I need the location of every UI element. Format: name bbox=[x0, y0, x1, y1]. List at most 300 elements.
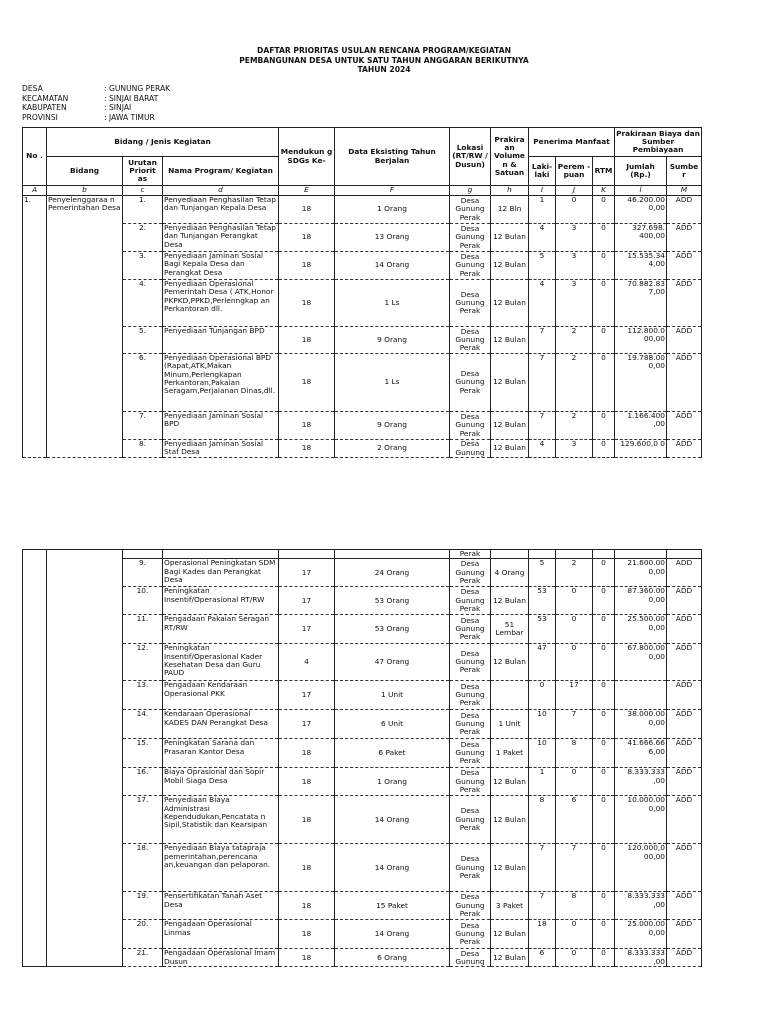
beneficiaries-female: 3 bbox=[556, 440, 593, 458]
location: Desa Gunung Perak bbox=[450, 354, 491, 412]
table-row bbox=[23, 739, 702, 768]
beneficiaries-rtm: 0 bbox=[593, 196, 615, 224]
program-table-page-2 bbox=[22, 549, 702, 967]
empty-cell bbox=[593, 550, 615, 559]
beneficiaries-male: 53 bbox=[529, 615, 556, 644]
existing-data: 15 Paket bbox=[335, 892, 450, 920]
program-name: Penyediaan Operasional BPD (Rapat,ATK,Makan Minum,Perlengkapan Perkantoran,Pakaian Seragam,Perjalanan Dinas,dll. bbox=[163, 354, 279, 412]
existing-data: 2 Orang bbox=[335, 440, 450, 458]
beneficiaries-male: 8 bbox=[529, 796, 556, 844]
existing-data: 9 Orang bbox=[335, 412, 450, 440]
existing-data: 24 Orang bbox=[335, 559, 450, 587]
volume: 12 Bulan bbox=[491, 920, 529, 949]
program-table-page-1 bbox=[22, 127, 702, 458]
cost-amount bbox=[615, 681, 667, 710]
beneficiaries-female: 0 bbox=[556, 587, 593, 615]
location-continued: Perak bbox=[450, 550, 491, 559]
meta-value: : GUNUNG PERAK bbox=[104, 84, 171, 93]
bidang-number-continued bbox=[23, 550, 47, 967]
program-name: Kendaraan Operasional KADES DAN Perangkat Desa bbox=[163, 710, 279, 739]
priority-number: 15. bbox=[123, 739, 163, 768]
empty-cell bbox=[163, 550, 279, 559]
beneficiaries-male: 53 bbox=[529, 587, 556, 615]
beneficiaries-male: 6 bbox=[529, 949, 556, 967]
location: Desa Gunung Perak bbox=[450, 327, 491, 354]
volume bbox=[491, 681, 529, 710]
sdgs-number: 17 bbox=[279, 587, 335, 615]
header-nama: Nama Program/ Kegiatan bbox=[163, 157, 279, 186]
cost-amount: 129.600,0 0 bbox=[615, 440, 667, 458]
beneficiaries-female: 0 bbox=[556, 615, 593, 644]
cost-amount: 67.800.00 0,00 bbox=[615, 644, 667, 681]
sdgs-number: 18 bbox=[279, 739, 335, 768]
volume: 12 Bulan bbox=[491, 412, 529, 440]
meta-label: DESA bbox=[22, 84, 43, 93]
volume: 1 Paket bbox=[491, 739, 529, 768]
beneficiaries-rtm: 0 bbox=[593, 644, 615, 681]
meta-row-desa bbox=[22, 84, 170, 94]
priority-number: 7. bbox=[123, 412, 163, 440]
program-name: Penyediaan Operasional Pemerintah Desa ( ATK,Honor PKPKD,PPKD,Perlenngkap an Perkantoran dll. bbox=[163, 280, 279, 327]
header-eksisting: Data Eksisting Tahun Berjalan bbox=[335, 128, 450, 186]
existing-data: 1 Orang bbox=[335, 196, 450, 224]
column-letter-row bbox=[23, 186, 702, 196]
volume: 12 Bulan bbox=[491, 949, 529, 967]
table-row bbox=[23, 440, 702, 458]
header-biaya: Prakiraan Biaya dan Sumber Pembiayaan bbox=[615, 128, 702, 157]
table-row bbox=[23, 644, 702, 681]
funding-source: ADD bbox=[667, 844, 702, 892]
location: Desa Gunung Perak bbox=[450, 920, 491, 949]
bidang-name: Penyelenggaraa n Pemerintahan Desa bbox=[47, 196, 123, 458]
program-name: Pensertifikatan Tanah Aset Desa bbox=[163, 892, 279, 920]
existing-data: 47 Orang bbox=[335, 644, 450, 681]
priority-number: 1. bbox=[123, 196, 163, 224]
document-title bbox=[0, 46, 768, 75]
volume: 4 Orang bbox=[491, 559, 529, 587]
location: Desa Gunung Perak bbox=[450, 768, 491, 796]
funding-source: ADD bbox=[667, 224, 702, 252]
beneficiaries-rtm: 0 bbox=[593, 796, 615, 844]
beneficiaries-female: 0 bbox=[556, 196, 593, 224]
header-urutan: Urutan Priorit as bbox=[123, 157, 163, 186]
location: Desa Gunung Perak bbox=[450, 796, 491, 844]
cost-amount: 25.500.00 0,00 bbox=[615, 615, 667, 644]
priority-number: 12. bbox=[123, 644, 163, 681]
cost-amount: 8.333.333 ,00 bbox=[615, 768, 667, 796]
cost-amount: 15.535.34 4,00 bbox=[615, 252, 667, 280]
volume: 3 Paket bbox=[491, 892, 529, 920]
meta-row-provinsi bbox=[22, 113, 170, 123]
priority-number: 21. bbox=[123, 949, 163, 967]
existing-data: 14 Orang bbox=[335, 920, 450, 949]
table-row bbox=[23, 681, 702, 710]
beneficiaries-female: 3 bbox=[556, 280, 593, 327]
sdgs-number: 18 bbox=[279, 354, 335, 412]
priority-number: 2. bbox=[123, 224, 163, 252]
table-row bbox=[23, 280, 702, 327]
existing-data: 1 Orang bbox=[335, 768, 450, 796]
cost-amount: 19.788.00 0,00 bbox=[615, 354, 667, 412]
beneficiaries-female: 8 bbox=[556, 892, 593, 920]
volume: 12 Bln bbox=[491, 196, 529, 224]
carry-over-row bbox=[23, 550, 702, 559]
sdgs-number: 17 bbox=[279, 559, 335, 587]
funding-source: ADD bbox=[667, 196, 702, 224]
beneficiaries-male: 7 bbox=[529, 354, 556, 412]
col-letter: b bbox=[47, 186, 123, 196]
location-info bbox=[22, 84, 170, 123]
header-penerima: Penerima Manfaat bbox=[529, 128, 615, 157]
sdgs-number: 18 bbox=[279, 920, 335, 949]
priority-number: 3. bbox=[123, 252, 163, 280]
priority-number: 10. bbox=[123, 587, 163, 615]
priority-number: 16. bbox=[123, 768, 163, 796]
location: Desa Gunung bbox=[450, 949, 491, 967]
header-no: No . bbox=[23, 128, 47, 186]
col-letter: l bbox=[615, 186, 667, 196]
title-line-3: TAHUN 2024 bbox=[357, 65, 411, 74]
location: Desa Gunung Perak bbox=[450, 644, 491, 681]
col-letter: A bbox=[23, 186, 47, 196]
title-line-1: DAFTAR PRIORITAS USULAN RENCANA PROGRAM/KEGIATAN bbox=[257, 46, 511, 55]
beneficiaries-rtm: 0 bbox=[593, 615, 615, 644]
location: Desa Gunung Perak bbox=[450, 710, 491, 739]
existing-data: 53 Orang bbox=[335, 615, 450, 644]
sdgs-number: 18 bbox=[279, 796, 335, 844]
priority-number: 13. bbox=[123, 681, 163, 710]
cost-amount: 1.166.400 ,00 bbox=[615, 412, 667, 440]
program-name: Penyediaan Jaminan Sosial BPD bbox=[163, 412, 279, 440]
location: Desa Gunung Perak bbox=[450, 280, 491, 327]
sdgs-number: 18 bbox=[279, 412, 335, 440]
priority-number: 19. bbox=[123, 892, 163, 920]
table-row bbox=[23, 587, 702, 615]
funding-source: ADD bbox=[667, 252, 702, 280]
location: Desa Gunung Perak bbox=[450, 559, 491, 587]
priority-number: 14. bbox=[123, 710, 163, 739]
funding-source: ADD bbox=[667, 768, 702, 796]
beneficiaries-rtm: 0 bbox=[593, 844, 615, 892]
table-row bbox=[23, 224, 702, 252]
sdgs-number: 18 bbox=[279, 892, 335, 920]
table-row bbox=[23, 354, 702, 412]
program-name: Penyediaan Jaminan Sosial Bagi Kepala Desa dan Perangkat Desa bbox=[163, 252, 279, 280]
volume: 12 Bulan bbox=[491, 587, 529, 615]
funding-source: ADD bbox=[667, 615, 702, 644]
volume: 12 Bulan bbox=[491, 768, 529, 796]
beneficiaries-rtm: 0 bbox=[593, 440, 615, 458]
beneficiaries-female: 2 bbox=[556, 559, 593, 587]
existing-data: 6 Paket bbox=[335, 739, 450, 768]
col-letter: d bbox=[163, 186, 279, 196]
table-row bbox=[23, 196, 702, 224]
funding-source: ADD bbox=[667, 710, 702, 739]
bidang-name-continued bbox=[47, 550, 123, 967]
col-letter: I bbox=[529, 186, 556, 196]
existing-data: 9 Orang bbox=[335, 327, 450, 354]
header-perempuan: Perem -puan bbox=[556, 157, 593, 186]
existing-data: 53 Orang bbox=[335, 587, 450, 615]
location: Desa Gunung Perak bbox=[450, 587, 491, 615]
beneficiaries-rtm: 0 bbox=[593, 327, 615, 354]
location: Desa Gunung Perak bbox=[450, 412, 491, 440]
program-name: Peningkatan Sarana dan Prasaran Kantor Desa bbox=[163, 739, 279, 768]
sdgs-number: 18 bbox=[279, 440, 335, 458]
header-prakiraan-volume: Prakira an Volume n & Satuan bbox=[491, 128, 529, 186]
location: Desa Gunung Perak bbox=[450, 252, 491, 280]
beneficiaries-rtm: 0 bbox=[593, 710, 615, 739]
beneficiaries-female: 7 bbox=[556, 844, 593, 892]
bidang-number: 1. bbox=[23, 196, 47, 458]
volume: 12 Bulan bbox=[491, 224, 529, 252]
location: Desa Gunung Perak bbox=[450, 196, 491, 224]
table-row bbox=[23, 844, 702, 892]
beneficiaries-rtm: 0 bbox=[593, 412, 615, 440]
funding-source: ADD bbox=[667, 559, 702, 587]
beneficiaries-male: 7 bbox=[529, 844, 556, 892]
volume: 12 Bulan bbox=[491, 644, 529, 681]
program-name: Operasional Peningkatan SDM Bagi Kades dan Perangkat Desa bbox=[163, 559, 279, 587]
meta-value: : SINJAI BARAT bbox=[104, 93, 159, 103]
funding-source: ADD bbox=[667, 280, 702, 327]
existing-data: 6 Orang bbox=[335, 949, 450, 967]
beneficiaries-female: 8 bbox=[556, 739, 593, 768]
table-row bbox=[23, 796, 702, 844]
meta-row-kabupaten bbox=[22, 103, 170, 113]
sdgs-number: 17 bbox=[279, 710, 335, 739]
volume: 12 Bulan bbox=[491, 280, 529, 327]
funding-source: ADD bbox=[667, 440, 702, 458]
program-name: Biaya Oprasional dan Sopir Mobil Siaga Desa bbox=[163, 768, 279, 796]
beneficiaries-male: 5 bbox=[529, 559, 556, 587]
volume: 12 Bulan bbox=[491, 354, 529, 412]
beneficiaries-female: 0 bbox=[556, 920, 593, 949]
cost-amount: 10.000.00 0,00 bbox=[615, 796, 667, 844]
funding-source: ADD bbox=[667, 644, 702, 681]
existing-data: 6 Unit bbox=[335, 710, 450, 739]
beneficiaries-rtm: 0 bbox=[593, 354, 615, 412]
header-bidang: Bidang bbox=[47, 157, 123, 186]
funding-source: ADD bbox=[667, 796, 702, 844]
beneficiaries-female: 0 bbox=[556, 949, 593, 967]
location: Desa Gunung Perak bbox=[450, 844, 491, 892]
meta-row-kecamatan bbox=[22, 94, 170, 104]
table-row bbox=[23, 710, 702, 739]
funding-source: ADD bbox=[667, 354, 702, 412]
program-name: Penyediaan Biaya Administrasi Kependudukan,Pencatata n Sipil,Statistik dan Kearsipan bbox=[163, 796, 279, 844]
priority-number: 17. bbox=[123, 796, 163, 844]
existing-data: 13 Orang bbox=[335, 224, 450, 252]
meta-value: : JAWA TIMUR bbox=[104, 113, 155, 123]
beneficiaries-male: 1 bbox=[529, 196, 556, 224]
funding-source: ADD bbox=[667, 739, 702, 768]
beneficiaries-rtm: 0 bbox=[593, 280, 615, 327]
funding-source: ADD bbox=[667, 892, 702, 920]
sdgs-number: 17 bbox=[279, 615, 335, 644]
sdgs-number: 18 bbox=[279, 196, 335, 224]
existing-data: 1 Unit bbox=[335, 681, 450, 710]
sdgs-number: 18 bbox=[279, 768, 335, 796]
beneficiaries-male: 7 bbox=[529, 892, 556, 920]
program-name: Penyediaan Penghasilan Tetap dan Tunjangan Kepala Desa bbox=[163, 196, 279, 224]
empty-cell bbox=[279, 550, 335, 559]
funding-source: ADD bbox=[667, 587, 702, 615]
funding-source: ADD bbox=[667, 681, 702, 710]
beneficiaries-male: 10 bbox=[529, 739, 556, 768]
beneficiaries-rtm: 0 bbox=[593, 739, 615, 768]
title-line-2: PEMBANGUNAN DESA UNTUK SATU TAHUN ANGGARAN BERIKUTNYA bbox=[239, 55, 529, 65]
program-name: Penyediaan Biaya tatapraja pemerintahan,perencana an,keuangan dan pelaporan. bbox=[163, 844, 279, 892]
cost-amount: 87.360.00 0,00 bbox=[615, 587, 667, 615]
beneficiaries-female: 0 bbox=[556, 768, 593, 796]
cost-amount: 70.882.83 7,00 bbox=[615, 280, 667, 327]
beneficiaries-male: 5 bbox=[529, 252, 556, 280]
location: Desa Gunung Perak bbox=[450, 615, 491, 644]
beneficiaries-male: 4 bbox=[529, 440, 556, 458]
col-letter: h bbox=[491, 186, 529, 196]
beneficiaries-rtm: 0 bbox=[593, 920, 615, 949]
priority-number: 11. bbox=[123, 615, 163, 644]
beneficiaries-rtm: 0 bbox=[593, 587, 615, 615]
beneficiaries-female: 6 bbox=[556, 796, 593, 844]
col-letter: K bbox=[593, 186, 615, 196]
table-row bbox=[23, 559, 702, 587]
sdgs-number: 18 bbox=[279, 844, 335, 892]
program-name: Penyediaan Tunjangan BPD bbox=[163, 327, 279, 354]
beneficiaries-male: 0 bbox=[529, 681, 556, 710]
beneficiaries-rtm: 0 bbox=[593, 892, 615, 920]
col-letter: E bbox=[279, 186, 335, 196]
meta-value: : SINJAI bbox=[104, 103, 132, 113]
beneficiaries-rtm: 0 bbox=[593, 949, 615, 967]
location: Desa Gunung Perak bbox=[450, 224, 491, 252]
beneficiaries-female: 2 bbox=[556, 412, 593, 440]
empty-cell bbox=[335, 550, 450, 559]
meta-label: PROVINSI bbox=[22, 113, 58, 123]
beneficiaries-female: 3 bbox=[556, 252, 593, 280]
program-name: Penyediaan Jaminan Sosial Staf Desa bbox=[163, 440, 279, 458]
cost-amount: 327.698. 400,00 bbox=[615, 224, 667, 252]
beneficiaries-male: 4 bbox=[529, 224, 556, 252]
beneficiaries-female: 3 bbox=[556, 224, 593, 252]
beneficiaries-male: 18 bbox=[529, 920, 556, 949]
beneficiaries-female: 0 bbox=[556, 644, 593, 681]
priority-number: 4. bbox=[123, 280, 163, 327]
header-sumber: Sumbe r bbox=[667, 157, 702, 186]
funding-source: ADD bbox=[667, 412, 702, 440]
program-name: Penyediaan Penghasilan Tetap dan Tunjangan Perangkat Desa bbox=[163, 224, 279, 252]
program-name: Pengadaan Kendaraan Operasional PKK bbox=[163, 681, 279, 710]
beneficiaries-male: 10 bbox=[529, 710, 556, 739]
empty-cell bbox=[491, 550, 529, 559]
location: Desa Gunung Perak bbox=[450, 681, 491, 710]
beneficiaries-female: 2 bbox=[556, 327, 593, 354]
volume: 1 Unit bbox=[491, 710, 529, 739]
col-letter: M bbox=[667, 186, 702, 196]
location: Desa Gunung Perak bbox=[450, 892, 491, 920]
beneficiaries-rtm: 0 bbox=[593, 224, 615, 252]
cost-amount: 8.333.333 ,00 bbox=[615, 949, 667, 967]
col-letter: c bbox=[123, 186, 163, 196]
table-row bbox=[23, 327, 702, 354]
funding-source: ADD bbox=[667, 949, 702, 967]
sdgs-number: 18 bbox=[279, 252, 335, 280]
existing-data: 14 Orang bbox=[335, 844, 450, 892]
sdgs-number: 18 bbox=[279, 949, 335, 967]
priority-number: 8. bbox=[123, 440, 163, 458]
header-jumlah: Jumlah (Rp.) bbox=[615, 157, 667, 186]
beneficiaries-male: 47 bbox=[529, 644, 556, 681]
beneficiaries-male: 7 bbox=[529, 412, 556, 440]
meta-label: KABUPATEN bbox=[22, 103, 67, 113]
beneficiaries-female: 17 bbox=[556, 681, 593, 710]
volume: 12 Bulan bbox=[491, 327, 529, 354]
priority-number: 5. bbox=[123, 327, 163, 354]
cost-amount: 25.000.00 0,00 bbox=[615, 920, 667, 949]
empty-cell bbox=[529, 550, 556, 559]
empty-cell bbox=[615, 550, 667, 559]
beneficiaries-female: 2 bbox=[556, 354, 593, 412]
table-row bbox=[23, 252, 702, 280]
sdgs-number: 18 bbox=[279, 224, 335, 252]
beneficiaries-male: 1 bbox=[529, 768, 556, 796]
priority-number: 18. bbox=[123, 844, 163, 892]
location: Desa Gunung bbox=[450, 440, 491, 458]
sdgs-number: 18 bbox=[279, 327, 335, 354]
location: Desa Gunung Perak bbox=[450, 739, 491, 768]
header-lokasi: Lokasi (RT/RW / Dusun) bbox=[450, 128, 491, 186]
empty-cell bbox=[123, 550, 163, 559]
header-rtm: RTM bbox=[593, 157, 615, 186]
cost-amount: 120.000,0 00,00 bbox=[615, 844, 667, 892]
beneficiaries-rtm: 0 bbox=[593, 768, 615, 796]
empty-cell bbox=[556, 550, 593, 559]
volume: 12 Bulan bbox=[491, 844, 529, 892]
cost-amount: 112.800.0 00,00 bbox=[615, 327, 667, 354]
beneficiaries-male: 4 bbox=[529, 280, 556, 327]
header-laki: Laki- laki bbox=[529, 157, 556, 186]
priority-number: 6. bbox=[123, 354, 163, 412]
beneficiaries-rtm: 0 bbox=[593, 559, 615, 587]
volume: 12 Bulan bbox=[491, 440, 529, 458]
table-row bbox=[23, 920, 702, 949]
beneficiaries-female: 7 bbox=[556, 710, 593, 739]
table-row bbox=[23, 768, 702, 796]
funding-source: ADD bbox=[667, 327, 702, 354]
volume: 51 Lembar bbox=[491, 615, 529, 644]
cost-amount: 21.600.00 0,00 bbox=[615, 559, 667, 587]
meta-label: KECAMATAN bbox=[22, 93, 69, 103]
beneficiaries-male: 7 bbox=[529, 327, 556, 354]
program-name: Peningkatan Insentif/Operasional Kader Kesehatan Desa dan Guru PAUD bbox=[163, 644, 279, 681]
existing-data: 14 Orang bbox=[335, 252, 450, 280]
col-letter: g bbox=[450, 186, 491, 196]
beneficiaries-rtm: 0 bbox=[593, 252, 615, 280]
sdgs-number: 17 bbox=[279, 681, 335, 710]
existing-data: 1 Ls bbox=[335, 280, 450, 327]
table-row bbox=[23, 412, 702, 440]
program-name: Peningkatan Insentif/Operasional RT/RW bbox=[163, 587, 279, 615]
col-letter: J bbox=[556, 186, 593, 196]
volume: 12 Bulan bbox=[491, 252, 529, 280]
priority-number: 9. bbox=[123, 559, 163, 587]
cost-amount: 38.000.00 0,00 bbox=[615, 710, 667, 739]
program-name: Pengadaan Pakaian Seragan RT/RW bbox=[163, 615, 279, 644]
cost-amount: 41.666.66 6,00 bbox=[615, 739, 667, 768]
empty-cell bbox=[667, 550, 702, 559]
col-letter: F bbox=[335, 186, 450, 196]
